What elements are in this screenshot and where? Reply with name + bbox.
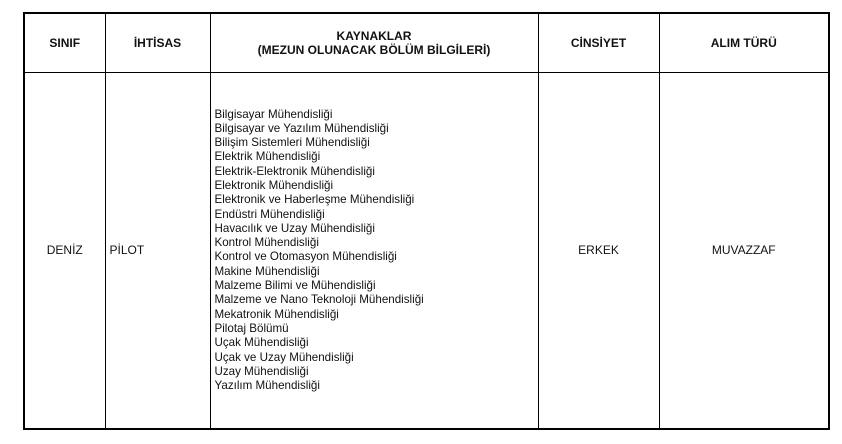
cell-alim-turu: MUVAZZAF (659, 72, 829, 429)
list-item: Pilotaj Bölümü (214, 321, 289, 335)
list-item: Kontrol Mühendisliği (214, 236, 319, 250)
cell-kaynaklar (210, 72, 538, 429)
list-item: Kontrol ve Otomasyon Mühendisliği (214, 250, 397, 264)
list-item: Bilişim Sistemleri Mühendisliği (214, 136, 370, 150)
table-body (24, 72, 829, 429)
header-alim-turu: ALIM TÜRÜ (659, 13, 829, 72)
cell-ihtisas: PİLOT (105, 72, 210, 429)
list-item: Elektrik Mühendisliği (214, 150, 321, 164)
cell-sinif: DENİZ (24, 72, 105, 429)
list-item: Elektrik-Elektronik Mühendisliği (214, 164, 375, 178)
header-row (24, 13, 829, 72)
list-item: Yazılım Mühendisliği (214, 379, 320, 393)
list-item: Bilgisayar ve Yazılım Mühendisliği (214, 121, 389, 135)
table-header (24, 13, 829, 72)
list-item: Bilgisayar Mühendisliği (214, 107, 333, 121)
header-ihtisas: İHTİSAS (105, 13, 210, 72)
list-item: Mekatronik Mühendisliği (214, 307, 339, 321)
kaynaklar-list (211, 108, 538, 394)
list-item: Endüstri Mühendisliği (214, 207, 325, 221)
header-kaynaklar-subtitle: (MEZUN OLUNACAK BÖLÜM BİLGİLERİ) (257, 42, 491, 57)
table-row (24, 72, 829, 429)
header-sinif: SINIF (24, 13, 105, 72)
list-item: Malzeme Bilimi ve Mühendisliği (214, 279, 376, 293)
list-item: Elektronik ve Haberleşme Mühendisliği (214, 193, 415, 207)
header-cinsiyet: CİNSİYET (538, 13, 659, 72)
list-item: Makine Mühendisliği (214, 264, 320, 278)
list-item: Uçak Mühendisliği (214, 336, 309, 350)
list-item: Havacılık ve Uzay Mühendisliği (214, 221, 375, 235)
list-item: Malzeme ve Nano Teknoloji Mühendisliği (214, 293, 424, 307)
header-kaynaklar (210, 13, 538, 72)
header-kaynaklar-title: KAYNAKLAR (336, 28, 412, 43)
cell-cinsiyet: ERKEK (538, 72, 659, 429)
list-item: Elektronik Mühendisliği (214, 178, 334, 192)
list-item: Uçak ve Uzay Mühendisliği (214, 350, 354, 364)
recruitment-table (23, 12, 830, 430)
list-item: Uzay Mühendisliği (214, 364, 309, 378)
